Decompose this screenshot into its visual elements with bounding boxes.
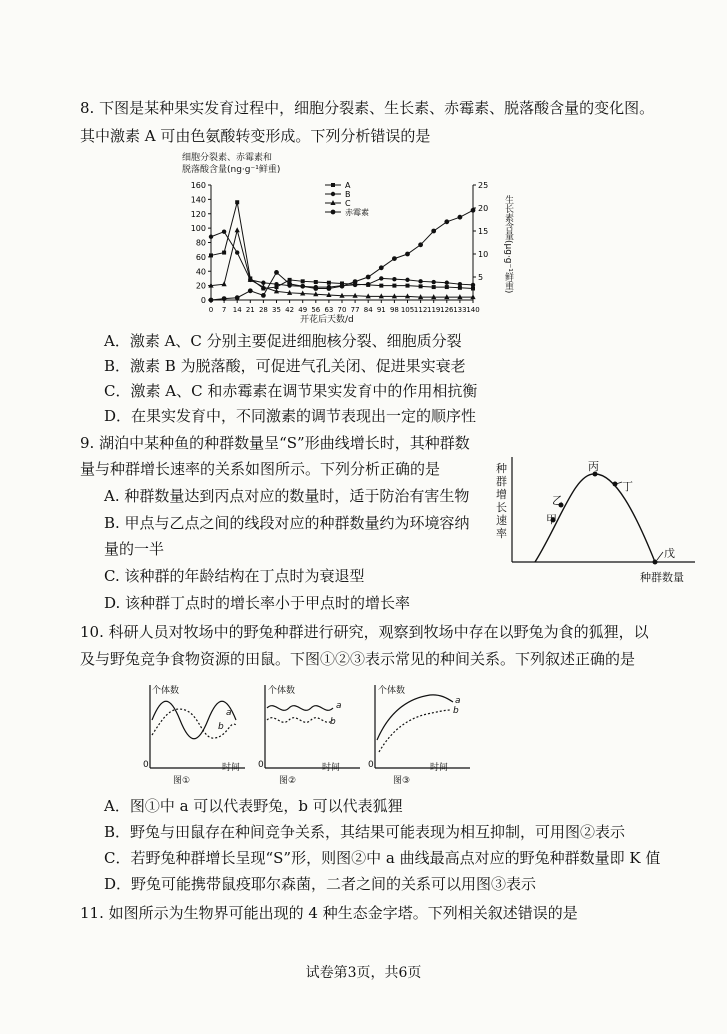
q8-point-3-11 <box>353 279 358 284</box>
q8-point-0-16 <box>419 284 423 288</box>
q8-point-3-16 <box>418 242 423 247</box>
q8-right-tick-label: 20 <box>478 204 489 213</box>
q10-g1-label-a: a <box>226 708 232 718</box>
q8-x-tick-label: 42 <box>285 306 295 314</box>
q10-g2-origin: 0 <box>258 760 264 770</box>
q8-point-3-7 <box>300 284 305 289</box>
q10-g2-curve-a <box>267 706 333 711</box>
q8-left-tick-label: 0 <box>200 296 206 305</box>
q8-point-2-1 <box>222 281 227 286</box>
q8-point-0-14 <box>392 284 396 288</box>
q8-point-0-18 <box>445 285 449 289</box>
q10-option-d: D．野兔可能携带鼠疫耶尔森菌，二者之间的关系可以用图③表示 <box>104 875 537 893</box>
q8-legend-marker-0 <box>331 183 335 187</box>
q8-x-tick-label: 21 <box>245 306 255 314</box>
q8-point-1-5 <box>274 282 278 286</box>
q8-left-axis-title-1: 细胞分裂素、赤霉素和 <box>182 153 273 163</box>
q8-point-3-17 <box>431 229 436 234</box>
q9-label-yi: 乙 <box>552 494 563 507</box>
q10-g1-label-b: b <box>218 722 224 732</box>
q8-point-3-14 <box>392 256 397 261</box>
q9-point-wu <box>653 560 658 565</box>
q8-point-0-2 <box>235 200 239 204</box>
q10-option-b: B．野兔与田鼠存在种间竞争关系，其结果可能表现为相互抑制，可用图②表示 <box>104 823 626 841</box>
page-footer: 试卷第3页，共6页 <box>305 965 422 981</box>
q8-x-tick-label: 63 <box>324 306 334 314</box>
q8-point-3-9 <box>327 286 332 291</box>
q8-point-0-15 <box>406 284 410 288</box>
q9-stem-line1: 9. 湖泊中某种鱼的种群数量呈“S”形曲线增长时，其种群数 <box>80 434 470 452</box>
q8-point-1-12 <box>366 282 370 286</box>
q8-point-1-15 <box>405 278 409 282</box>
q10-g1-xlabel: 时间 <box>222 763 241 773</box>
q8-point-1-20 <box>471 283 475 287</box>
q10-stem-line1: 10. 科研人员对牧场中的野兔种群进行研究，观察到牧场中存在以野兔为食的狐狸，以 <box>80 623 649 641</box>
q8-point-0-9 <box>327 281 331 285</box>
q8-left-tick-label: 160 <box>190 181 206 190</box>
q8-left-tick-label: 100 <box>190 224 206 234</box>
q8-left-tick-label: 20 <box>195 281 206 291</box>
q9-x-axis-label: 种群数量 <box>640 571 684 584</box>
q8-point-3-19 <box>458 215 463 220</box>
q8-legend-marker-3 <box>331 210 336 215</box>
q8-x-tick-label: 133 <box>453 306 467 314</box>
q8-point-2-2 <box>235 227 240 232</box>
q10-g1-caption: 图① <box>173 776 191 786</box>
q8-point-3-18 <box>444 219 449 224</box>
q8-left-tick-label: 40 <box>195 267 206 277</box>
q8-right-tick-label: 10 <box>478 250 489 259</box>
q8-x-axis-label: 开花后天数/d <box>300 315 354 325</box>
q8-point-3-1 <box>222 296 227 301</box>
q8-right-tick-label: 25 <box>478 181 489 190</box>
q9-option-d: D. 该种群丁点时的增长率小于甲点时的增长率 <box>104 594 411 612</box>
q8-point-1-18 <box>445 281 449 285</box>
q10-g2-ylabel: 个体数 <box>268 686 296 696</box>
q8-point-1-17 <box>432 280 436 284</box>
q8-left-tick-label: 120 <box>190 209 206 219</box>
q8-point-3-4 <box>261 293 266 298</box>
q8-point-3-20 <box>471 208 476 213</box>
q8-legend-label-0: A <box>345 181 351 190</box>
q8-x-tick-label: 105 <box>400 306 415 314</box>
q9-option-a: A. 种群数量达到丙点对应的数量时，适于防治有害生物 <box>104 487 470 505</box>
q8-point-1-2 <box>235 250 239 254</box>
q10-g1-origin: 0 <box>143 760 149 770</box>
q9-option-c: C. 该种群的年龄结构在丁点时为衰退型 <box>104 567 365 585</box>
q8-point-0-7 <box>301 279 305 283</box>
q10-g2-label-b: b <box>330 717 336 727</box>
q9-option-b: B. 甲点与乙点之间的线段对应的种群数量约为环境容纳 <box>104 514 470 532</box>
q10-option-c: C．若野兔种群增长呈现“S”形，则图②中 a 曲线最高点对应的野兔种群数量即 K 值 <box>104 849 661 867</box>
q8-x-tick-label: 84 <box>363 306 373 314</box>
q8-series-line-0 <box>211 202 473 288</box>
q8-point-3-5 <box>274 270 279 275</box>
q10-stem-line2: 及与野兔竞争食物资源的田鼠。下图①②③表示常见的种间关系。下列叙述正确的是 <box>80 650 636 668</box>
q8-stem-line2: 其中激素 A 可由色氨酸转变形成。下列分析错误的是 <box>80 127 431 145</box>
q10-g3-curve-b <box>379 710 451 752</box>
q8-x-tick-label: 0 <box>208 306 214 314</box>
q8-point-3-13 <box>379 265 384 270</box>
q8-x-tick-label: 140 <box>466 306 480 314</box>
q8-point-0-13 <box>379 284 383 288</box>
q8-point-1-1 <box>222 230 226 234</box>
q8-point-3-0 <box>209 298 214 303</box>
q8-point-0-6 <box>288 278 292 282</box>
q10-g1-curve-a <box>152 701 236 739</box>
q8-legend-marker-1 <box>331 192 335 196</box>
q10-g1-ylabel: 个体数 <box>152 686 180 696</box>
q8-point-3-3 <box>248 288 253 293</box>
q8-point-1-19 <box>458 282 462 286</box>
q11-stem: 11. 如图所示为生物界可能出现的 4 种生态金字塔。下列相关叙述错误的是 <box>80 904 578 922</box>
q8-x-tick-label: 56 <box>311 306 321 314</box>
q8-point-0-8 <box>314 280 318 284</box>
q8-x-tick-label: 98 <box>389 306 399 314</box>
q8-point-1-14 <box>392 277 396 281</box>
q10-g3-label-b: b <box>453 706 459 716</box>
q10-g2-label-a: a <box>336 701 342 711</box>
q8-point-3-2 <box>235 295 240 300</box>
q8-option-c: C．激素 A、C 和赤霉素在调节果实发育中的作用相抗衡 <box>104 382 478 400</box>
q8-legend-label-1: B <box>345 190 351 199</box>
q8-point-3-8 <box>313 286 318 291</box>
q8-x-tick-label: 14 <box>232 306 242 314</box>
q8-hormone-chart <box>175 175 515 325</box>
q8-x-tick-label: 28 <box>258 306 268 314</box>
q8-option-b: B．激素 B 为脱落酸，可促进气孔关闭、促进果实衰老 <box>104 357 466 375</box>
q10-g3-xlabel: 时间 <box>430 763 449 773</box>
q8-option-d: D．在果实发育中，不同激素的调节表现出一定的顺序性 <box>104 407 477 425</box>
q10-g3-curve-a <box>377 695 453 740</box>
q10-g3-caption: 图③ <box>393 776 411 786</box>
q8-x-tick-label: 35 <box>272 306 281 314</box>
q8-point-1-13 <box>379 276 383 280</box>
q8-point-1-16 <box>418 279 422 283</box>
q8-point-0-0 <box>209 253 213 257</box>
q9-label-jia: 甲 <box>546 513 557 526</box>
q9-option-b-cont: 量的一半 <box>104 540 165 558</box>
q8-x-tick-label: 7 <box>221 306 227 314</box>
q10-g3-ylabel: 个体数 <box>378 686 406 696</box>
q8-x-tick-label: 119 <box>427 306 441 314</box>
q8-x-tick-label: 77 <box>350 306 360 314</box>
q8-stem-line1: 8. 下图是某种果实发育过程中，细胞分裂素、生长素、赤霉素、脱落酸含量的变化图。 <box>80 99 655 117</box>
q10-g3-origin: 0 <box>368 760 374 770</box>
q8-left-tick-label: 80 <box>195 238 206 248</box>
q10-g3-label-a: a <box>455 696 461 706</box>
q10-g2-caption: 图② <box>279 776 297 786</box>
q8-x-tick-label: 49 <box>298 306 308 314</box>
q8-x-tick-label: 112 <box>413 306 428 314</box>
q8-legend-label-2: C <box>345 199 351 208</box>
q8-left-tick-label: 60 <box>195 252 206 262</box>
q8-left-axis-title-2: 脱落酸含量(ng·g⁻¹鲜重) <box>182 165 281 175</box>
q10-option-a: A．图①中 a 可以代表野兔，b 可以代表狐狸 <box>104 797 403 815</box>
q8-x-tick-label: 91 <box>376 306 386 314</box>
q9-label-ding: 丁 <box>622 480 633 493</box>
q10-g2-curve-b <box>267 718 333 723</box>
q8-right-tick-label: 15 <box>478 227 489 236</box>
q8-point-3-15 <box>405 252 410 257</box>
q8-point-3-12 <box>366 275 371 280</box>
q8-point-3-6 <box>287 282 292 287</box>
q8-point-3-10 <box>340 284 345 289</box>
q8-left-tick-label: 140 <box>190 195 206 205</box>
q8-x-tick-label: 70 <box>337 306 347 314</box>
q8-point-0-1 <box>222 251 226 255</box>
q8-point-1-0 <box>209 235 213 239</box>
q8-chart-legend <box>325 181 369 217</box>
q9-y-axis-label: 种群增长速率 <box>496 462 507 540</box>
q8-x-tick-label: 126 <box>440 306 454 314</box>
q8-option-a: A．激素 A、C 分别主要促进细胞核分裂、细胞质分裂 <box>104 332 462 350</box>
q8-right-axis-title: 生长素含量(μg·g⁻¹鲜重) <box>503 195 513 294</box>
q9-label-bing: 丙 <box>588 460 599 473</box>
q8-right-tick-label: 5 <box>478 273 484 282</box>
q8-chart-series <box>208 200 475 302</box>
q8-legend-label-3: 赤霉素 <box>345 208 369 217</box>
q9-stem-line2: 量与种群增长速率的关系如图所示。下列分析正确的是 <box>80 460 441 478</box>
q9-label-wu: 戊 <box>664 547 675 560</box>
q8-point-0-17 <box>432 285 436 289</box>
q10-g2-xlabel: 时间 <box>322 763 341 773</box>
